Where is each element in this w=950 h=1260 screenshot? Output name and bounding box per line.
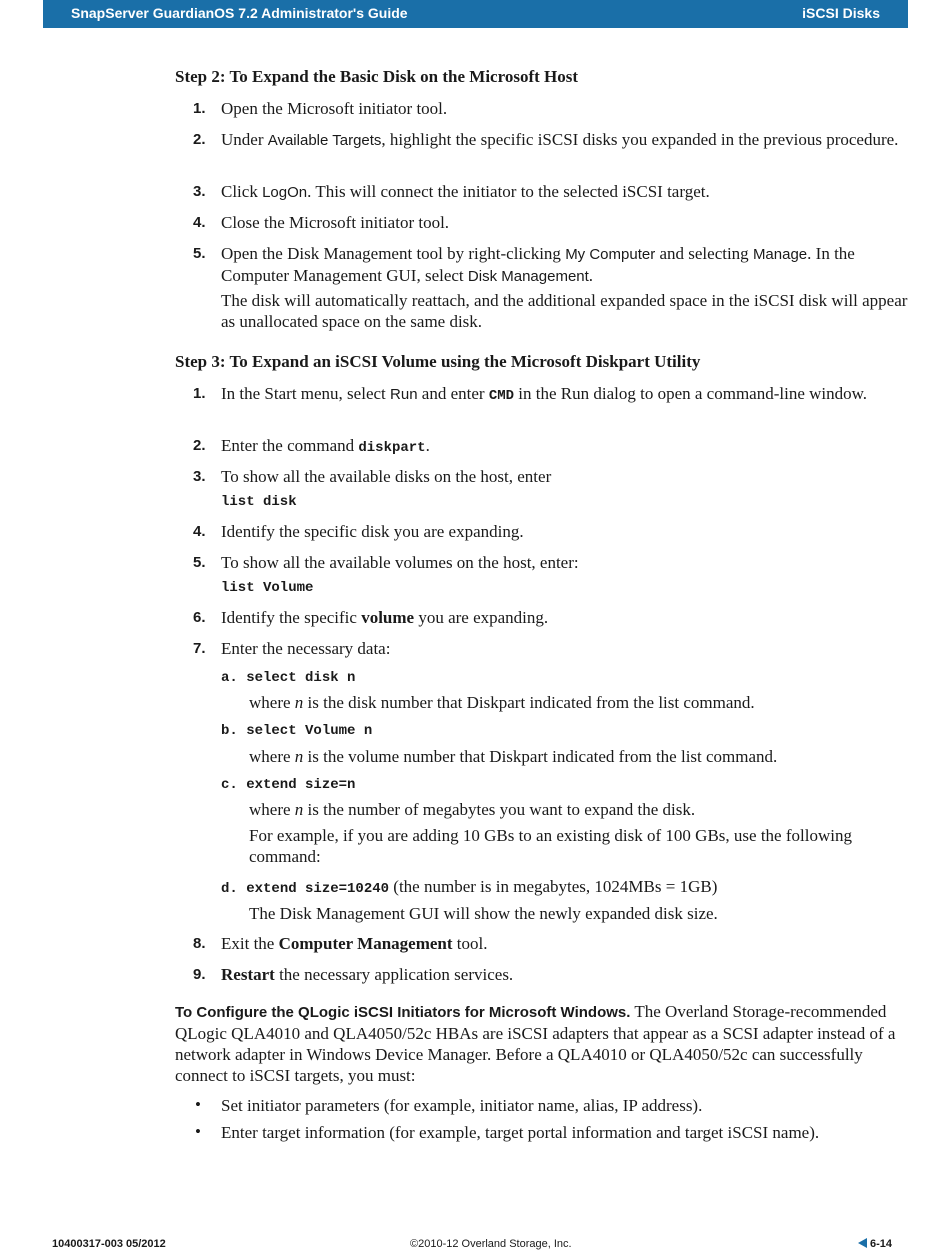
qlogic-bullet-1: Set initiator parameters (for example, initiator name, alias, IP address). [221,1096,703,1115]
qlogic-paragraph: To Configure the QLogic iSCSI Initiators for Microsoft Windows. The Overland Storage-recommended QLogic QLA4010 and QLA4050/52c HBAs are iSCSI adapters that appear as a SCSI adapter instead of a network adapter in Windows Device Manager. Before a QLA4010 or QLA4050/52c can successfully connect to iSCSI targets, you must: [175,1002,896,1085]
step3-num-3: 3. [193,468,206,485]
step3-item-4: Identify the specific disk you are expanding. [221,522,524,541]
step3-title: Step 3: To Expand an iSCSI Volume using the Microsoft Diskpart Utility [175,352,701,371]
step3-num-8: 8. [193,935,206,952]
step3-item-2: Enter the command diskpart. [221,436,430,456]
step2-item-2: Under Available Targets, highlight the specific iSCSI disks you expanded in the previous procedure. [221,130,899,149]
step2-num-2: 2. [193,131,206,148]
substep-c-desc: where n is the number of megabytes you want to expand the disk. [249,800,696,819]
substep-d-note: The Disk Management GUI will show the newly expanded disk size. [249,904,718,923]
footer-page: 6-14 [858,1238,892,1250]
page-header [43,0,908,28]
substep-a-desc: where n is the disk number that Diskpart indicated from the list command. [249,693,755,712]
substep-c-example: For example, if you are adding 10 GBs to an existing disk of 100 GBs, use the following command: [249,826,852,866]
step3-num-4: 4. [193,523,206,540]
footer-docid: 10400317-003 05/2012 [52,1238,166,1250]
guide-title: SnapServer GuardianOS 7.2 Administrator's Guide [71,5,408,21]
bullet-dot-2: • [195,1122,201,1141]
step3-item-3-code: list disk [221,494,297,510]
step3-item-3: To show all the available disks on the host, enter [221,467,552,486]
step2-item-5: Open the Disk Management tool by right-clicking My Computer and selecting Manage. In the Computer Management GUI, select Disk Management. [221,244,855,285]
section-title: iSCSI Disks [802,5,880,21]
step3-num-5: 5. [193,554,206,571]
substep-b-desc: where n is the volume number that Diskpart indicated from the list command. [249,747,778,766]
step2-num-3: 3. [193,183,206,200]
step3-item-6: Identify the specific volume you are expanding. [221,608,549,627]
substep-c-command: c. extend size=n [221,777,356,793]
step2-title: Step 2: To Expand the Basic Disk on the Microsoft Host [175,67,579,86]
step3-num-2: 2. [193,437,206,454]
step3-num-9: 9. [193,966,206,983]
step2-num-4: 4. [193,214,206,231]
step3-num-7: 7. [193,640,206,657]
prev-page-icon[interactable] [858,1238,867,1248]
step2-num-1: 1. [193,100,206,117]
step3-item-7: Enter the necessary data: [221,639,391,658]
step2-item-1: Open the Microsoft initiator tool. [221,99,448,118]
step3-item-9: Restart the necessary application services. [221,965,514,984]
step2-item-3: Click LogOn. This will connect the initiator to the selected iSCSI target. [221,182,710,201]
step2-item-4: Close the Microsoft initiator tool. [221,213,450,232]
step2-item-5-note: The disk will automatically reattach, and the additional expanded space in the iSCSI disk will appear as unallocated space on the same disk. [221,291,908,331]
step3-num-6: 6. [193,609,206,626]
qlogic-bullet-2: Enter target information (for example, target portal information and target iSCSI name). [221,1123,820,1142]
footer-copyright: ©2010-12 Overland Storage, Inc. [410,1238,572,1250]
step3-item-5-code: list Volume [221,580,314,596]
step2-num-5: 5. [193,245,206,262]
step3-item-5: To show all the available volumes on the host, enter: [221,553,579,572]
bullet-dot-1: • [195,1095,201,1114]
step3-item-8: Exit the Computer Management tool. [221,934,488,953]
substep-a-command: a. select disk n [221,670,356,686]
substep-d: d. extend size=10240 (the number is in megabytes, 1024MBs = 1GB) [221,877,718,897]
substep-b-command: b. select Volume n [221,723,373,739]
step3-item-1: In the Start menu, select Run and enter CMD in the Run dialog to open a command-line window. [221,384,868,404]
step3-num-1: 1. [193,385,206,402]
